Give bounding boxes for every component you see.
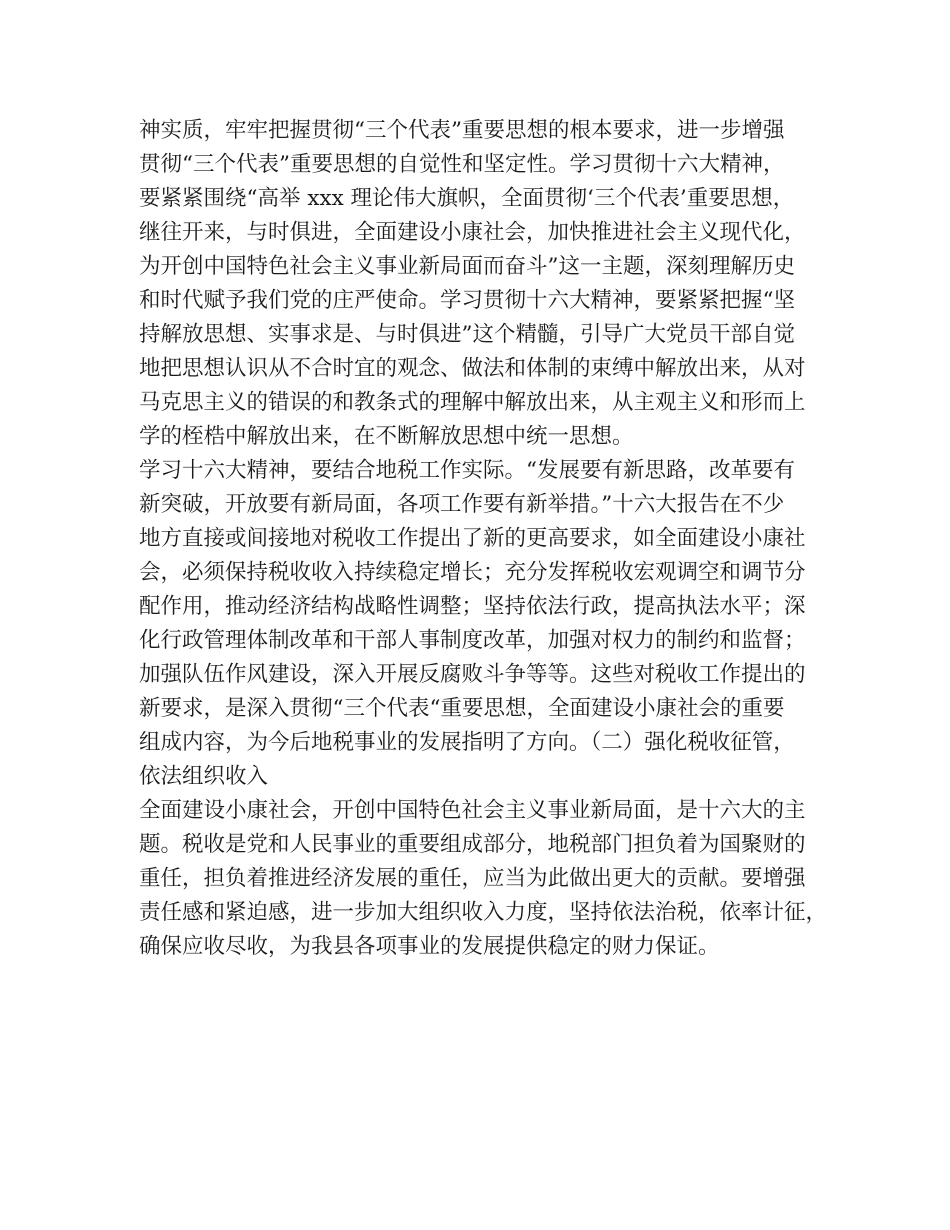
text-line: 要紧紧围绕“高举 xxx 理论伟大旗帜，全面贯彻‘三个代表’重要思想， [139,186,795,211]
text-line: 重任，担负着推进经济发展的重任，应当为此做出更大的贡献。要增强 [139,866,806,891]
text-line: 神实质，牢牢把握贯彻“三个代表”重要思想的根本要求，进一步增强 [139,118,785,143]
text-line: 地把思想认识从不合时宜的观念、做法和体制的束缚中解放出来，从对 [139,356,806,381]
text-line: 确保应收尽收，为我县各项事业的发展提供稳定的财力保证。 [139,934,720,959]
text-line: 依法组织收入 [139,764,269,789]
text-line: 组成内容，为今后地税事业的发展指明了方向。（二）强化税收征管， [139,730,795,755]
text-line: 责任感和紧迫感，进一步加大组织收入力度，坚持依法治税，依率计征， [139,900,828,925]
text-line: 全面建设小康社会，开创中国特色社会主义事业新局面，是十六大的主 [139,798,806,823]
text-line: 和时代赋予我们党的庄严使命。学习贯彻十六大精神，要紧紧把握“坚 [139,288,795,313]
text-line: 继往开来，与时俱进，全面建设小康社会，加快推进社会主义现代化， [139,220,806,245]
text-line: 为开创中国特色社会主义事业新局面而奋斗”这一主题，深刻理解历史 [139,254,795,279]
text-line: 配作用，推动经济结构战略性调整；坚持依法行政，提高执法水平；深 [139,594,806,619]
text-line: 马克思主义的错误的和教条式的理解中解放出来，从主观主义和形而上 [139,390,806,415]
document-body [139,114,829,964]
text-line: 持解放思想、实事求是、与时俱进”这个精髓，引导广大党员干部自觉 [139,322,795,347]
text-line: 新突破，开放要有新局面，各项工作要有新举措。”十六大报告在不少 [139,492,785,517]
text-line: 化行政管理体制改革和干部人事制度改革，加强对权力的制约和监督； [139,628,806,653]
text-line: 加强队伍作风建设，深入开展反腐败斗争等等。这些对税收工作提出的 [139,662,806,687]
text-line: 学习十六大精神，要结合地税工作实际。“发展要有新思路，改革要有 [139,458,795,483]
text-line: 新要求，是深入贯彻“三个代表“重要思想，全面建设小康社会的重要 [139,696,785,721]
text-line: 会，必须保持税收收入持续稳定增长；充分发挥税收宏观调空和调节分 [139,560,806,585]
text-line: 学的桎梏中解放出来，在不断解放思想中统一思想。 [139,424,634,449]
text-line: 题。税收是党和人民事业的重要组成部分，地税部门担负着为国聚财的 [139,832,806,857]
text-line: 贯彻“三个代表”重要思想的自觉性和坚定性。学习贯彻十六大精神， [139,152,785,177]
text-line: 地方直接或间接地对税收工作提出了新的更高要求，如全面建设小康社 [139,526,806,551]
